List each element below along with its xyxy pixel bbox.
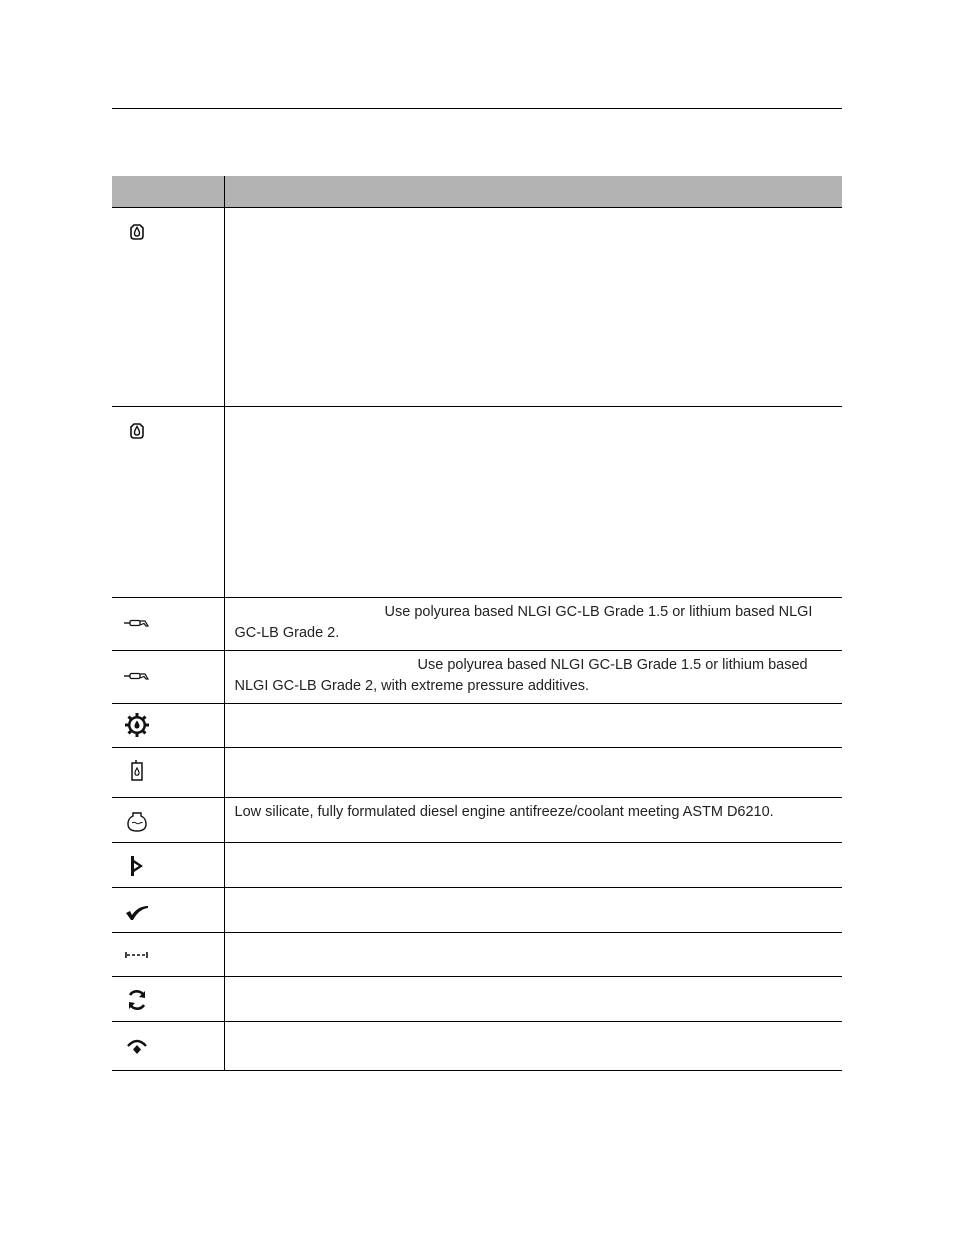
grease-gun-icon xyxy=(124,663,150,689)
check-swoosh-icon xyxy=(124,898,150,924)
description-cell xyxy=(224,843,842,888)
description-cell xyxy=(224,407,842,598)
description-cell xyxy=(224,748,842,798)
header-rule xyxy=(112,108,842,109)
description-cell: Use polyurea based NLGI GC-LB Grade 1.5 or lithium based NLGI GC-LB Grade 2, with extreme pressure additives. xyxy=(224,651,842,704)
table-row xyxy=(112,748,842,798)
grease-gun-icon xyxy=(124,610,150,636)
lubricant-table xyxy=(112,176,842,1071)
header-cell-symbol xyxy=(112,176,224,208)
description-cell: Use polyurea based NLGI GC-LB Grade 1.5 or lithium based NLGI GC-LB Grade 2. xyxy=(224,598,842,651)
description-cell xyxy=(224,933,842,977)
table-row xyxy=(112,1022,842,1071)
symbol-cell xyxy=(112,704,224,748)
engine-oil-icon xyxy=(124,417,150,443)
dashed-interval-icon xyxy=(124,942,150,968)
table-row xyxy=(112,888,842,933)
symbol-cell xyxy=(112,748,224,798)
symbol-cell xyxy=(112,888,224,933)
description-cell xyxy=(224,888,842,933)
table-row xyxy=(112,598,842,651)
symbol-cell xyxy=(112,933,224,977)
hydraulic-oil-gear-icon xyxy=(124,712,150,738)
description-cell xyxy=(224,1022,842,1071)
description-cell xyxy=(224,704,842,748)
symbol-cell xyxy=(112,407,224,598)
symbol-cell xyxy=(112,651,224,704)
symbol-cell xyxy=(112,208,224,407)
fuel-container-icon xyxy=(124,758,150,784)
symbol-cell xyxy=(112,798,224,843)
description-cell xyxy=(224,977,842,1022)
symbol-cell xyxy=(112,977,224,1022)
engine-oil-icon xyxy=(124,218,150,244)
description-cell xyxy=(224,208,842,407)
table-header-row xyxy=(112,176,842,208)
diamond-arc-icon xyxy=(124,1034,150,1060)
description-cell: Low silicate, fully formulated diesel engine antifreeze/coolant meeting ASTM D6210. xyxy=(224,798,842,843)
header-cell-description xyxy=(224,176,842,208)
table-row xyxy=(112,977,842,1022)
coolant-icon xyxy=(124,809,150,835)
play-arrow-icon xyxy=(124,853,150,879)
table-row xyxy=(112,798,842,843)
table-row xyxy=(112,407,842,598)
table-row xyxy=(112,208,842,407)
symbol-cell xyxy=(112,843,224,888)
refresh-cycle-icon xyxy=(124,987,150,1013)
table-row xyxy=(112,933,842,977)
table-row xyxy=(112,704,842,748)
table-row xyxy=(112,651,842,704)
table-row xyxy=(112,843,842,888)
symbol-cell xyxy=(112,1022,224,1071)
symbol-cell xyxy=(112,598,224,651)
